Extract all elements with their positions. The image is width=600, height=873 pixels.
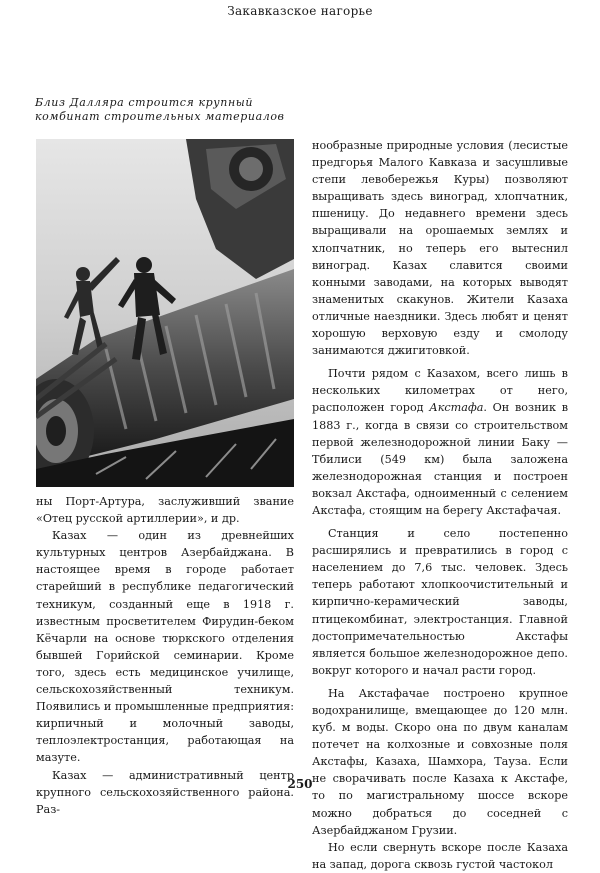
paragraph: нообразные природные условия (лесистые предгорья Малого Кавказа и засушливые степи левобережья Куры) позволяют выращивать здесь виноград, хлопчатник, пшеницу. До недавнего времени здесь выращивали на орошаемых землях и хлопчатник, но теперь его вытеснил виноград. Казах славится своими конными заводами, на которых выводят знаменитых скакунов. Жители Казаха отличные наездники. Здесь любят и ценят хорошую верховую езду и смолоду занимаются джигитовкой. (312, 139, 568, 358)
left-text-column (36, 493, 294, 818)
paragraph: Но если свернуть вскоре после Казаха на запад, дорога сквозь густой частокол (312, 840, 568, 871)
paragraph: ны Порт-Артура, заслуживший звание «Отец русской артиллерии», и др. (36, 495, 294, 526)
page-number: 250 (287, 777, 313, 791)
construction-photo (36, 139, 294, 487)
paragraph-text: Почти рядом с Казахом, всего лишь в нескольких километрах от него, расположен город (312, 367, 568, 415)
paragraph (312, 365, 568, 519)
paragraph-text: . Он возник в 1883 г., когда в связи со строительством первой железнодорожной линии Баку — Тбилиси (549 км) была заложена железнодорожная станция и построен вокзал Акстафа, одноименный с селением Акстафа, стоящим на берегу Акстафачая. (312, 401, 568, 517)
paragraph: На Акстафачае построено крупное водохранилище, вмещающее до 120 млн. куб. м воды. Скоро она по двум каналам потечет на колхозные и совхозные поля Акстафы, Казаха, Шамхора, Тауза. Если не сворачивать после Казаха к Акстафе, то по магистральному шоссе вскоре можно добраться до соседней с Азербайджаном Грузии. (312, 686, 568, 837)
paragraph: Казах — один из древнейших культурных центров Азербайджана. В настоящее время в городе работает старейший в республике педагогический техникум, созданный еще в 1918 г. известным просветителем Фирудин-беком Кёчарли на основе тюркского отделения бывшей Горийской семинарии. Кроме того, здесь есть медицинское училище, сельскохозяйственный техникум. Появились и промышленные предприятия: кирпичный и молочный заводы, теплоэлектростанция, работающая на мазуте. (36, 529, 294, 765)
caption-line-2: комбинат строительных материалов (35, 110, 285, 123)
running-header: Закавказское нагорье (227, 4, 373, 18)
caption-line-1: Близ Далляра строится крупный (35, 96, 254, 109)
photo-caption (35, 96, 285, 124)
place-name-emphasis: Акстафа (429, 401, 484, 415)
paragraph: Станция и село постепенно расширялись и превратились в город с населением до 7,6 тыс. человек. Здесь теперь работают хлопкоочистительный и кирпично-керамический заводы, птицекомбинат, электростанция. Главной достопримечательностью Акстафы является большое железнодорожное депо. вокруг которого и начал расти город. (312, 527, 568, 677)
right-text-column (312, 137, 568, 873)
paragraph: Казах — административный центр крупного сельскохозяйственного района. Раз- (36, 768, 294, 816)
photo-illustration (36, 139, 294, 487)
